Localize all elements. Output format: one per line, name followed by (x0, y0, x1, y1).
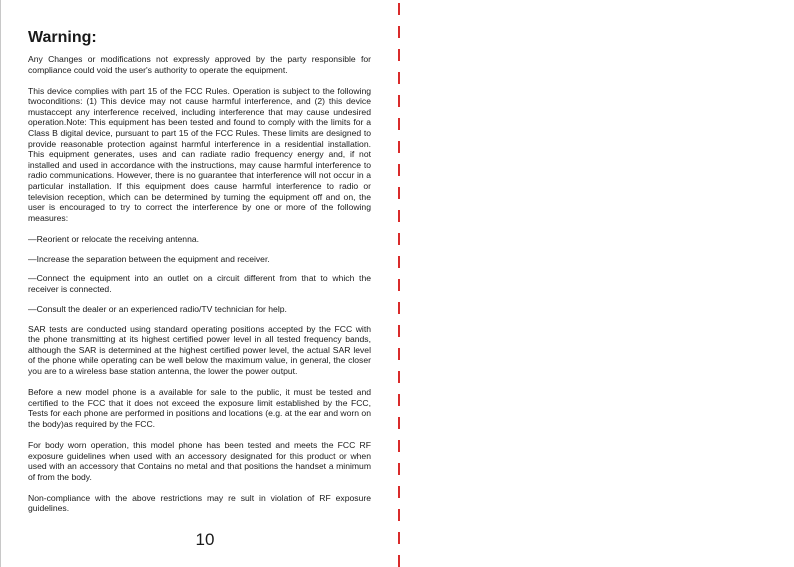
manual-page (28, 28, 371, 525)
fold-line-dash (398, 141, 400, 153)
fold-line-dash (398, 555, 400, 567)
fold-line-dash (398, 164, 400, 176)
fold-line-dash (398, 302, 400, 314)
fold-line-dash (398, 26, 400, 38)
fold-line-dash (398, 509, 400, 521)
page-edge (0, 0, 1, 567)
fold-line-dash (398, 486, 400, 498)
fold-line-dash (398, 394, 400, 406)
fold-line-dash (398, 463, 400, 475)
fold-line-dash (398, 233, 400, 245)
measure-separation: —Increase the separation between the equipment and receiver. (28, 253, 270, 264)
paragraph-fcc-part15: This device complies with part 15 of the FCC Rules. Operation is subject to the following twoconditions: (1) This device may not cause harmful interference, and (2) this device mustaccept any interference received, including interference that may cause undesired operation.Note: This equipment has been tested and found to comply with the limits for a Class B digital device, pursuant to part 15 of the FCC Rules. These limits are designed to provide reasonable protection against harmful interference in a residential installation. This equipment generates, uses and can radiate radio frequency energy and, if not installed and used in accordance with the instructions, may cause harmful interference to radio communications. However, there is no guarantee that interference will not occur in a particular installation. If this equipment does cause harmful interference to radio or television reception, which can be determined by turning the equipment off and on, the user is encouraged to try to correct the interference by one or more of the following measures: (28, 85, 371, 223)
fold-line-dash (398, 417, 400, 429)
paragraph-modifications: Any Changes or modifications not expressly approved by the party responsible for compliance could void the user's authority to operate the equipment. (28, 54, 371, 75)
fold-line-dash (398, 187, 400, 199)
fold-line-dash (398, 532, 400, 544)
measure-consult: —Consult the dealer or an experienced radio/TV technician for help. (28, 303, 287, 314)
measure-reorient: —Reorient or relocate the receiving antenna. (28, 233, 200, 244)
fold-line-dash (398, 348, 400, 360)
measure-outlet: —Connect the equipment into an outlet on a circuit different from that to which the receiver is connected. (28, 273, 371, 295)
paragraph-body-worn: For body worn operation, this model phone has been tested and meets the FCC RF exposure guidelines when used with an accessory designated for this product or when used with an accessory that Contains no metal and that positions the handset a minimum of from the body. (28, 439, 371, 482)
fold-line-dash (398, 118, 400, 130)
fold-line-dash (398, 95, 400, 107)
page-number: 10 (195, 530, 215, 549)
fold-line (398, 0, 400, 567)
fold-line-dash (398, 371, 400, 383)
fold-line-dash (398, 3, 400, 15)
fold-line-dash (398, 325, 400, 337)
paragraph-sar-tests: SAR tests are conducted using standard operating positions accepted by the FCC with the phone transmitting at its highest certified power level in all tested frequency bands, although the SAR is determined at the highest certified power level, the actual SAR level of the phone while operating can be well below the maximum value, in general, the closer you are to a wireless base station antenna, the lower the power output. (28, 323, 371, 376)
paragraph-non-compliance: Non-compliance with the above restrictions may re sult in violation of RF exposure guidelines. (28, 492, 371, 514)
fold-line-dash (398, 440, 400, 452)
fold-line-dash (398, 256, 400, 268)
fold-line-dash (398, 210, 400, 222)
warning-title: Warning: (28, 29, 97, 46)
fold-line-dash (398, 49, 400, 61)
fold-line-dash (398, 279, 400, 291)
paragraph-certification: Before a new model phone is a available for sale to the public, it must be tested and certified to the FCC that it does not exceed the exposure limit established by the FCC, Tests for each phone are performed in positions and locations (e.g. at the ear and worn on the body)as required by the FCC. (28, 387, 371, 429)
fold-line-dash (398, 72, 400, 84)
